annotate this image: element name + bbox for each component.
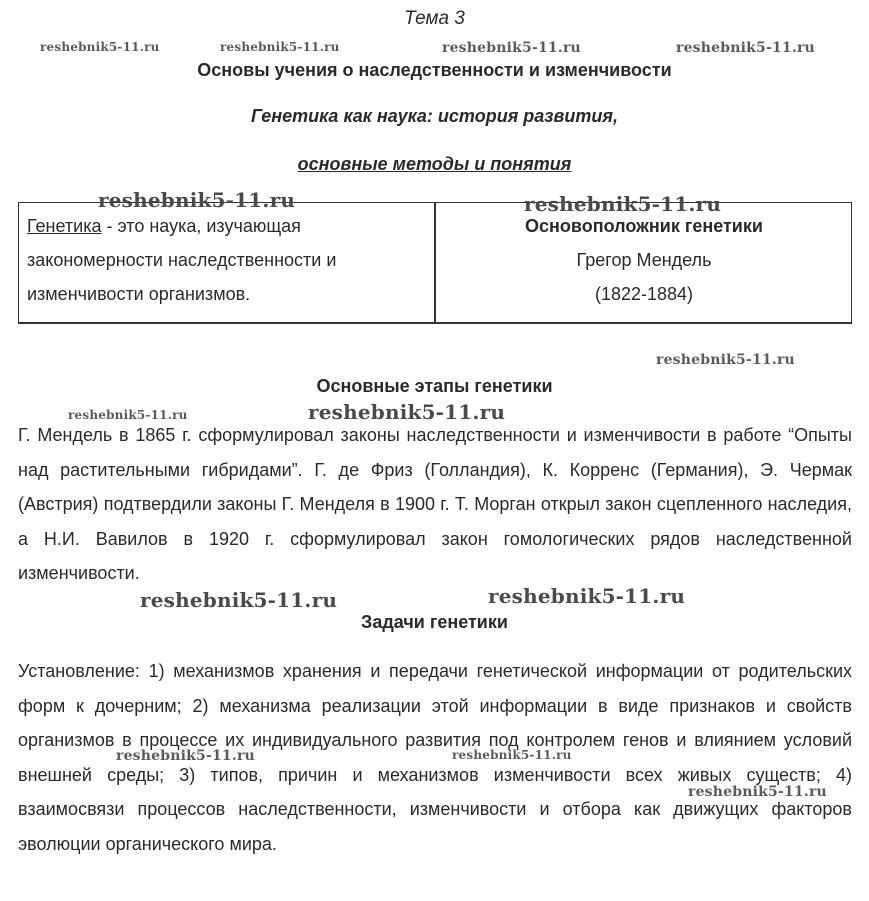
table-divider — [434, 203, 436, 322]
genetics-term: Генетика — [27, 216, 102, 236]
watermark: reshebnik5-11.ru — [140, 588, 338, 612]
watermark: reshebnik5-11.ru — [220, 40, 340, 54]
page-title: Основы учения о наследственности и изменчивости — [197, 60, 672, 80]
watermark: reshebnik5-11.ru — [656, 352, 795, 368]
section-subtitle-line1: Генетика как наука: история развития, — [251, 106, 618, 126]
watermark: reshebnik5-11.ru — [308, 400, 506, 424]
watermark: reshebnik5-11.ru — [688, 784, 827, 800]
watermark: reshebnik5-11.ru — [442, 40, 581, 56]
stages-paragraph: Г. Мендель в 1865 г. сформулировал законы наследственности и изменчивости в работе “Опыты над растительными гибридами”. Г. де Фриз (Голландия), К. Корренс (Германия), Э. Чермак (Австрия) подтвердили законы Г. Менделя в 1900 г. Т. Морган открыл закон сцепленного наследия, а Н.И. Вавилов в 1920 г. сформулировал закон гомологических рядов наследственной изменчивости. — [18, 425, 852, 583]
founder-years: (1822-1884) — [594, 284, 694, 304]
tasks-paragraph: Установление: 1) механизмов хранения и передачи генетической информации от родительских форм к дочерним; 2) механизма реализации этой информации в виде признаков и свойств организмов в процессе их индивидуального развития под контролем генов и влиянием условий внешней среды; 3) типов, причин и механизмов изменчивости всех живых существ; 4) взаимосвязи процессов наследственности, изменчивости и отбора как движущих факторов эволюции органического мира. — [18, 661, 852, 854]
watermark: reshebnik5-11.ru — [68, 408, 188, 422]
genetics-definition: - это наука, изучающая закономерности наследственности и изменчивости организмов. — [27, 216, 337, 304]
founder-heading: Основоположник генетики — [525, 216, 763, 236]
definition-cell — [27, 209, 427, 311]
watermark: reshebnik5-11.ru — [116, 748, 255, 764]
watermark: reshebnik5-11.ru — [98, 188, 296, 212]
stages-heading: Основные этапы генетики — [316, 376, 553, 396]
watermark: reshebnik5-11.ru — [40, 40, 160, 54]
topic-label: Тема 3 — [404, 8, 465, 29]
founder-cell — [439, 209, 849, 311]
watermark: reshebnik5-11.ru — [488, 584, 686, 608]
founder-name: Грегор Мендель — [576, 250, 712, 270]
watermark: reshebnik5-11.ru — [676, 40, 815, 56]
tasks-heading: Задачи генетики — [361, 612, 508, 632]
section-subtitle-line2: основные методы и понятия — [297, 154, 572, 174]
watermark: reshebnik5-11.ru — [452, 748, 572, 762]
watermark: reshebnik5-11.ru — [524, 192, 722, 216]
definition-table — [18, 202, 852, 324]
